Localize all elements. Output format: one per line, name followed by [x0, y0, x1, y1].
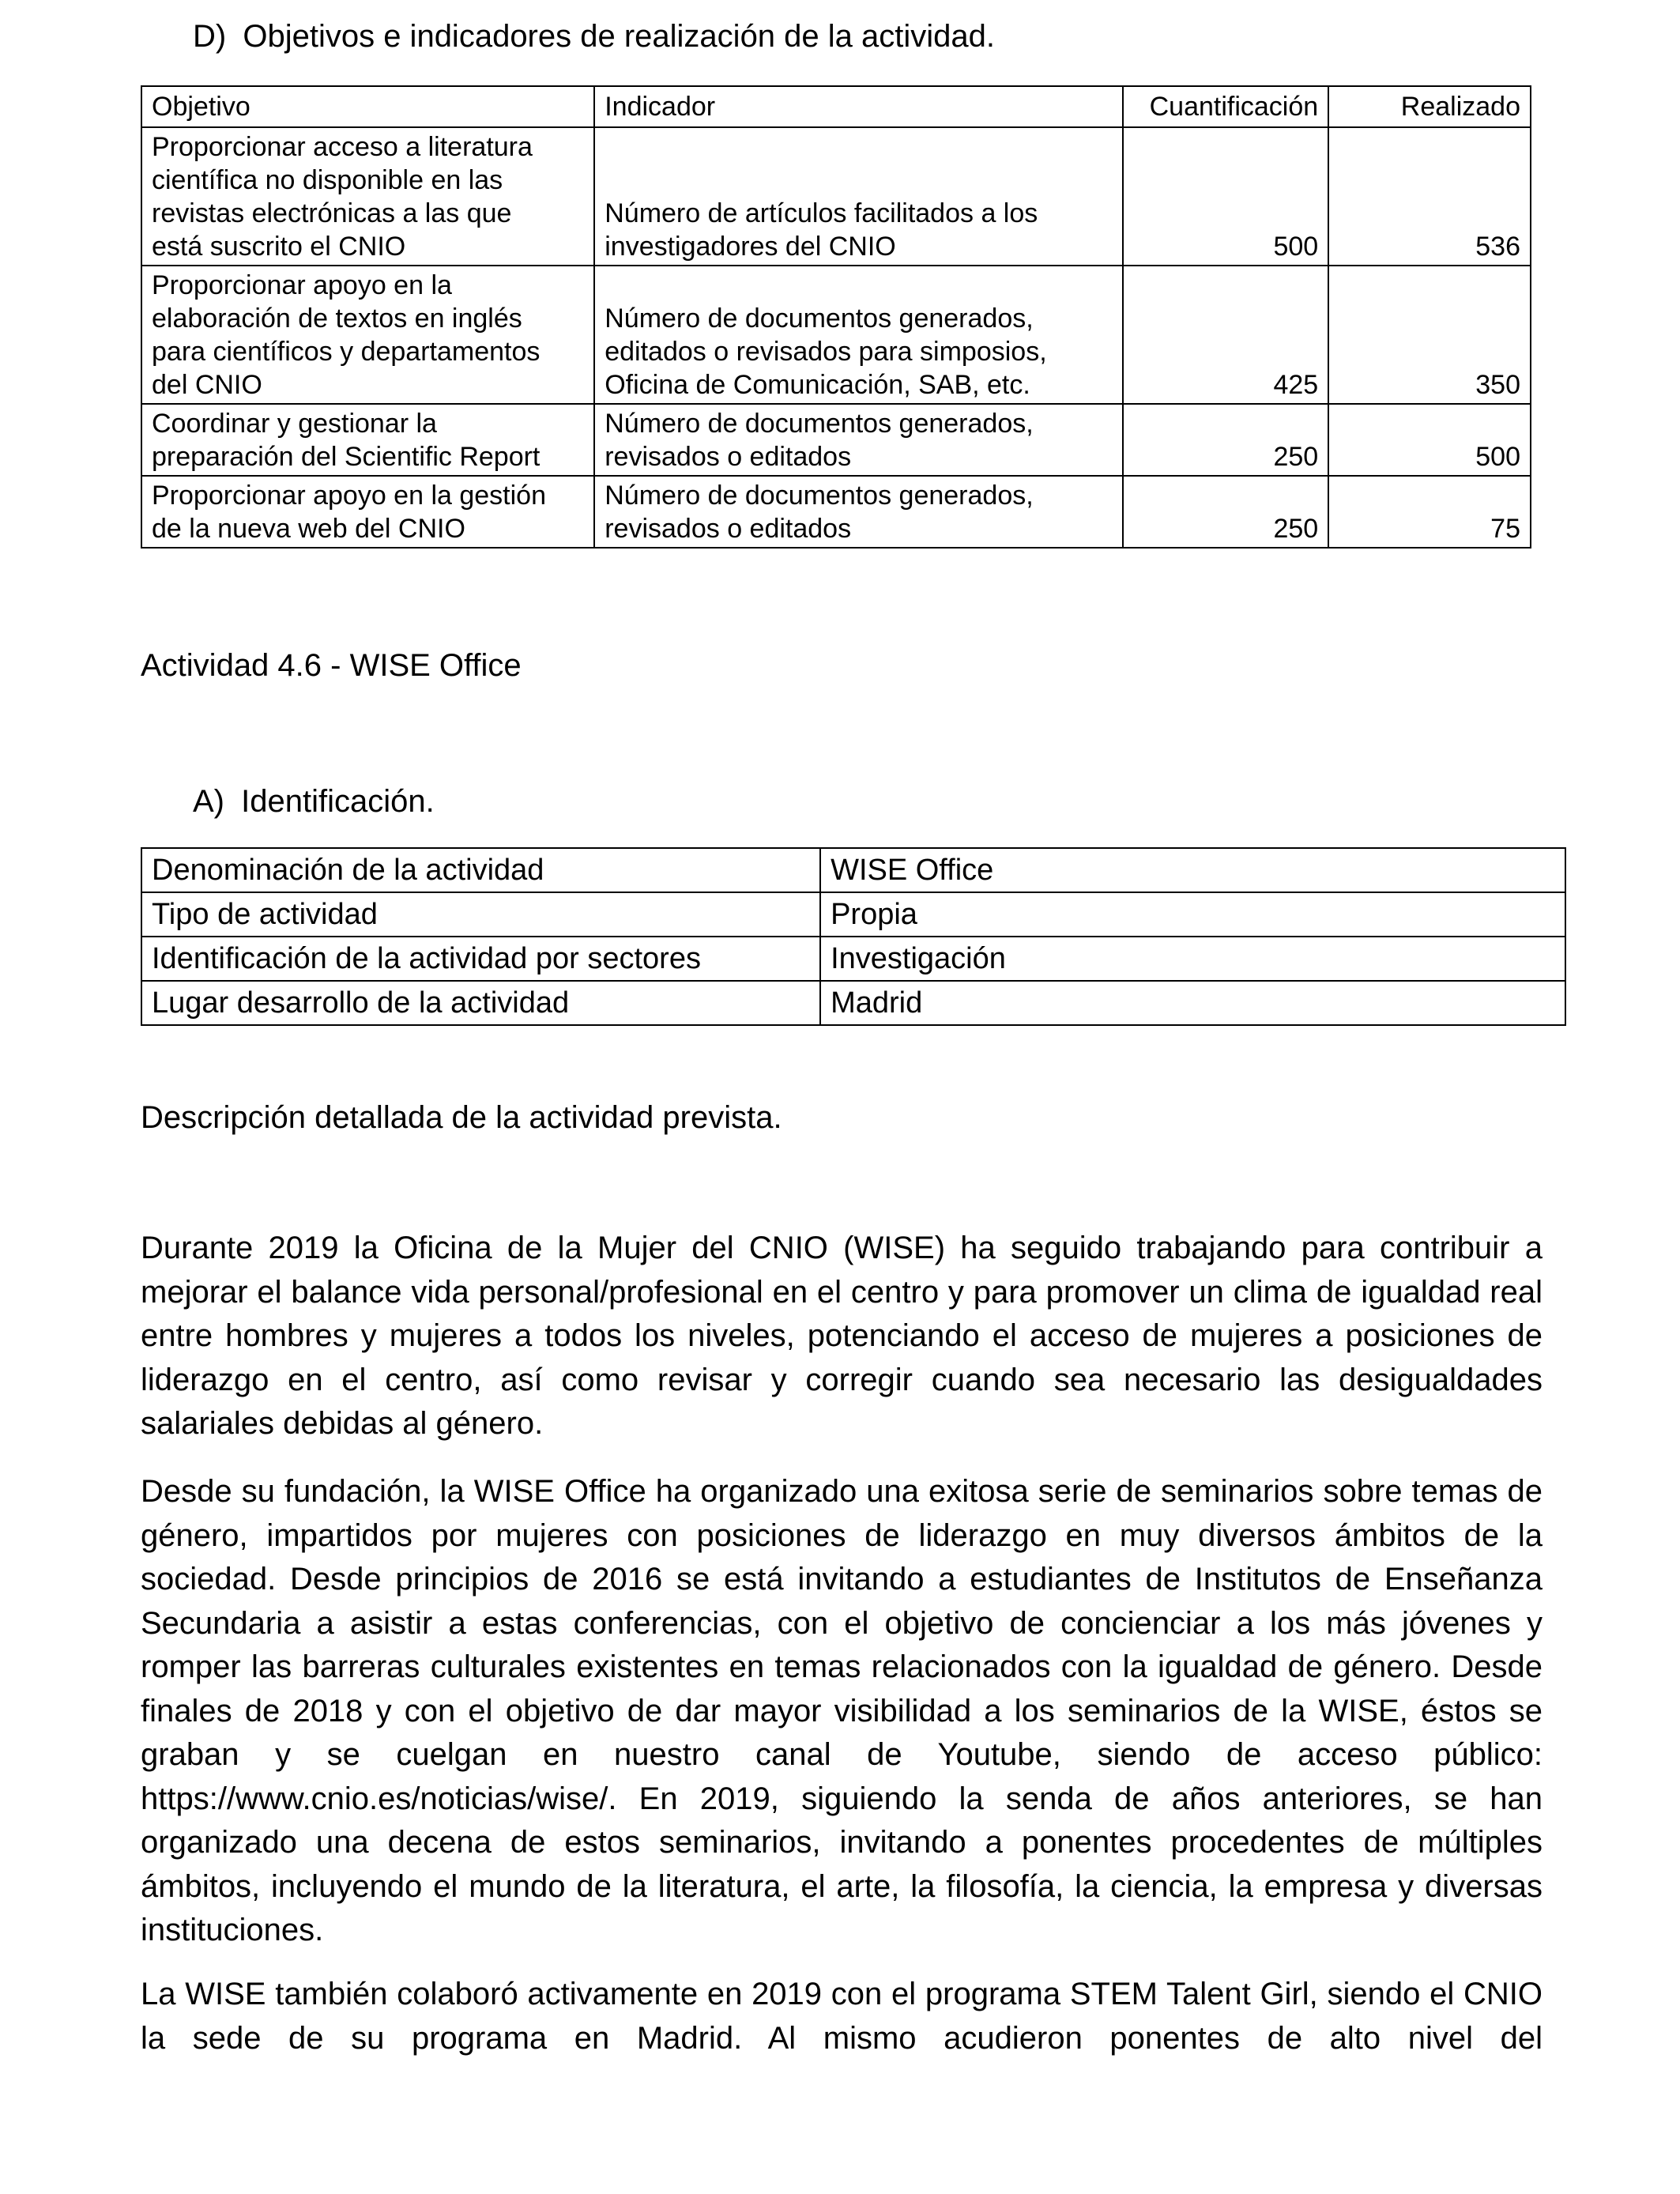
body-paragraph: Durante 2019 la Oficina de la Mujer del CNIO (WISE) ha seguido trabajando para contribuir a mejorar el balance vida personal/profesional en el centro y para promover un clima de igualdad real entre hombres y mujeres a todos los niveles, potenciando el acceso de mujeres a posiciones de liderazgo en el centro, así como revisar y corregir cuando sea necesario las desigualdades salariales debidas al género. [141, 1231, 1543, 1441]
indicador-cell [594, 404, 1123, 476]
cell-line: Número de artículos facilitados a los [605, 198, 1038, 228]
realizado-cell: 350 [1328, 266, 1531, 404]
identification-table [141, 847, 1566, 1026]
identification-label: Lugar desarrollo de la actividad [141, 981, 820, 1025]
cell-line: preparación del Scientific Report [152, 442, 541, 472]
cell-line: está suscrito el CNIO [152, 232, 406, 262]
realizado-cell: 75 [1328, 476, 1531, 548]
body-paragraph: Desde su fundación, la WISE Office ha organizado una exitosa serie de seminarios sobre temas de género, impartidos por mujeres con posiciones de liderazgo en muy diversos ámbitos de la sociedad. Desde principios de 2016 se está invitando a estudiantes de Institutos de Enseñanza Secundaria a asistir a estas conferencias, con el objetivo de concienciar a los más jóvenes y romper las barreras culturales existentes en temas relacionados con la igualdad de género. Desde finales de 2018 y con el objetivo de dar mayor visibilidad a los seminarios de la WISE, éstos se graban y se cuelgan en nuestro canal de Youtube, siendo de acceso público: https://www.cnio.es/noticias/wise/. En 2019, siguiendo la senda de años anteriores, se han organizado una decena de estos seminarios, invitando a ponentes procedentes de múltiples ámbitos, incluyendo el mundo de la literatura, el arte, la filosofía, la ciencia, la empresa y diversas instituciones. [141, 1474, 1543, 1947]
objectives-table [141, 85, 1531, 548]
table-row [141, 266, 1531, 404]
table-row [141, 892, 1565, 937]
cell-line: elaboración de textos en inglés [152, 303, 522, 334]
cell-line: revistas electrónicas a las que [152, 198, 512, 228]
identification-value: Propia [820, 892, 1565, 937]
cell-line: Número de documentos generados, [605, 409, 1034, 439]
objectives-table-header [141, 86, 1531, 127]
identification-label: Identificación de la actividad por sectores [141, 937, 820, 981]
cell-line: para científicos y departamentos [152, 337, 541, 367]
cell-line: investigadores del CNIO [605, 232, 896, 262]
cell-line: revisados o editados [605, 442, 852, 472]
table-row [141, 937, 1565, 981]
objetivo-cell [141, 266, 594, 404]
indicador-cell [594, 476, 1123, 548]
cell-line: del CNIO [152, 370, 262, 400]
table-row [141, 476, 1531, 548]
cell-line: revisados o editados [605, 514, 852, 544]
cell-line: Coordinar y gestionar la [152, 409, 437, 439]
objetivo-cell [141, 404, 594, 476]
body-paragraph: La WISE también colaboró activamente en 2019 con el programa STEM Talent Girl, siendo el CNIO la sede de su programa en Madrid. Al mismo acudieron ponentes de alto nivel del [141, 1977, 1543, 2056]
section-d-title: Objetivos e indicadores de realización de la actividad. [243, 19, 996, 54]
objetivo-cell [141, 476, 594, 548]
cell-line: Proporcionar apoyo en la [152, 270, 452, 300]
cuantificacion-cell: 425 [1123, 266, 1328, 404]
cell-line: científica no disponible en las [152, 165, 503, 195]
activity-title: Actividad 4.6 - WISE Office [141, 648, 522, 683]
table-row [141, 127, 1531, 266]
realizado-cell: 500 [1328, 404, 1531, 476]
section-a-title: Identificación. [241, 784, 435, 819]
realizado-cell: 536 [1328, 127, 1531, 266]
cell-line: Proporcionar apoyo en la gestión [152, 481, 546, 511]
cell-line: Oficina de Comunicación, SAB, etc. [605, 370, 1030, 400]
table-row [141, 848, 1565, 892]
cell-line: Proporcionar acceso a literatura [152, 132, 533, 162]
section-a-heading [193, 784, 435, 820]
identification-value: Madrid [820, 981, 1565, 1025]
table-row [141, 981, 1565, 1025]
cell-line: de la nueva web del CNIO [152, 514, 465, 544]
description-heading: Descripción detallada de la actividad prevista. [141, 1100, 782, 1135]
section-d-heading [193, 19, 995, 55]
cuantificacion-cell: 500 [1123, 127, 1328, 266]
identification-value: WISE Office [820, 848, 1565, 892]
header-cuantificacion: Cuantificación [1123, 86, 1328, 127]
identification-label: Tipo de actividad [141, 892, 820, 937]
header-realizado: Realizado [1328, 86, 1531, 127]
cell-line: editados o revisados para simposios, [605, 337, 1047, 367]
header-objetivo: Objetivo [141, 86, 594, 127]
identification-label: Denominación de la actividad [141, 848, 820, 892]
table-row [141, 404, 1531, 476]
header-indicador: Indicador [594, 86, 1123, 127]
cuantificacion-cell: 250 [1123, 476, 1328, 548]
indicador-cell [594, 266, 1123, 404]
cuantificacion-cell: 250 [1123, 404, 1328, 476]
indicador-cell [594, 127, 1123, 266]
section-a-label: A) [193, 784, 224, 819]
cell-line: Número de documentos generados, [605, 303, 1034, 334]
identification-value: Investigación [820, 937, 1565, 981]
section-d-label: D) [193, 19, 227, 54]
objetivo-cell [141, 127, 594, 266]
cell-line: Número de documentos generados, [605, 481, 1034, 511]
